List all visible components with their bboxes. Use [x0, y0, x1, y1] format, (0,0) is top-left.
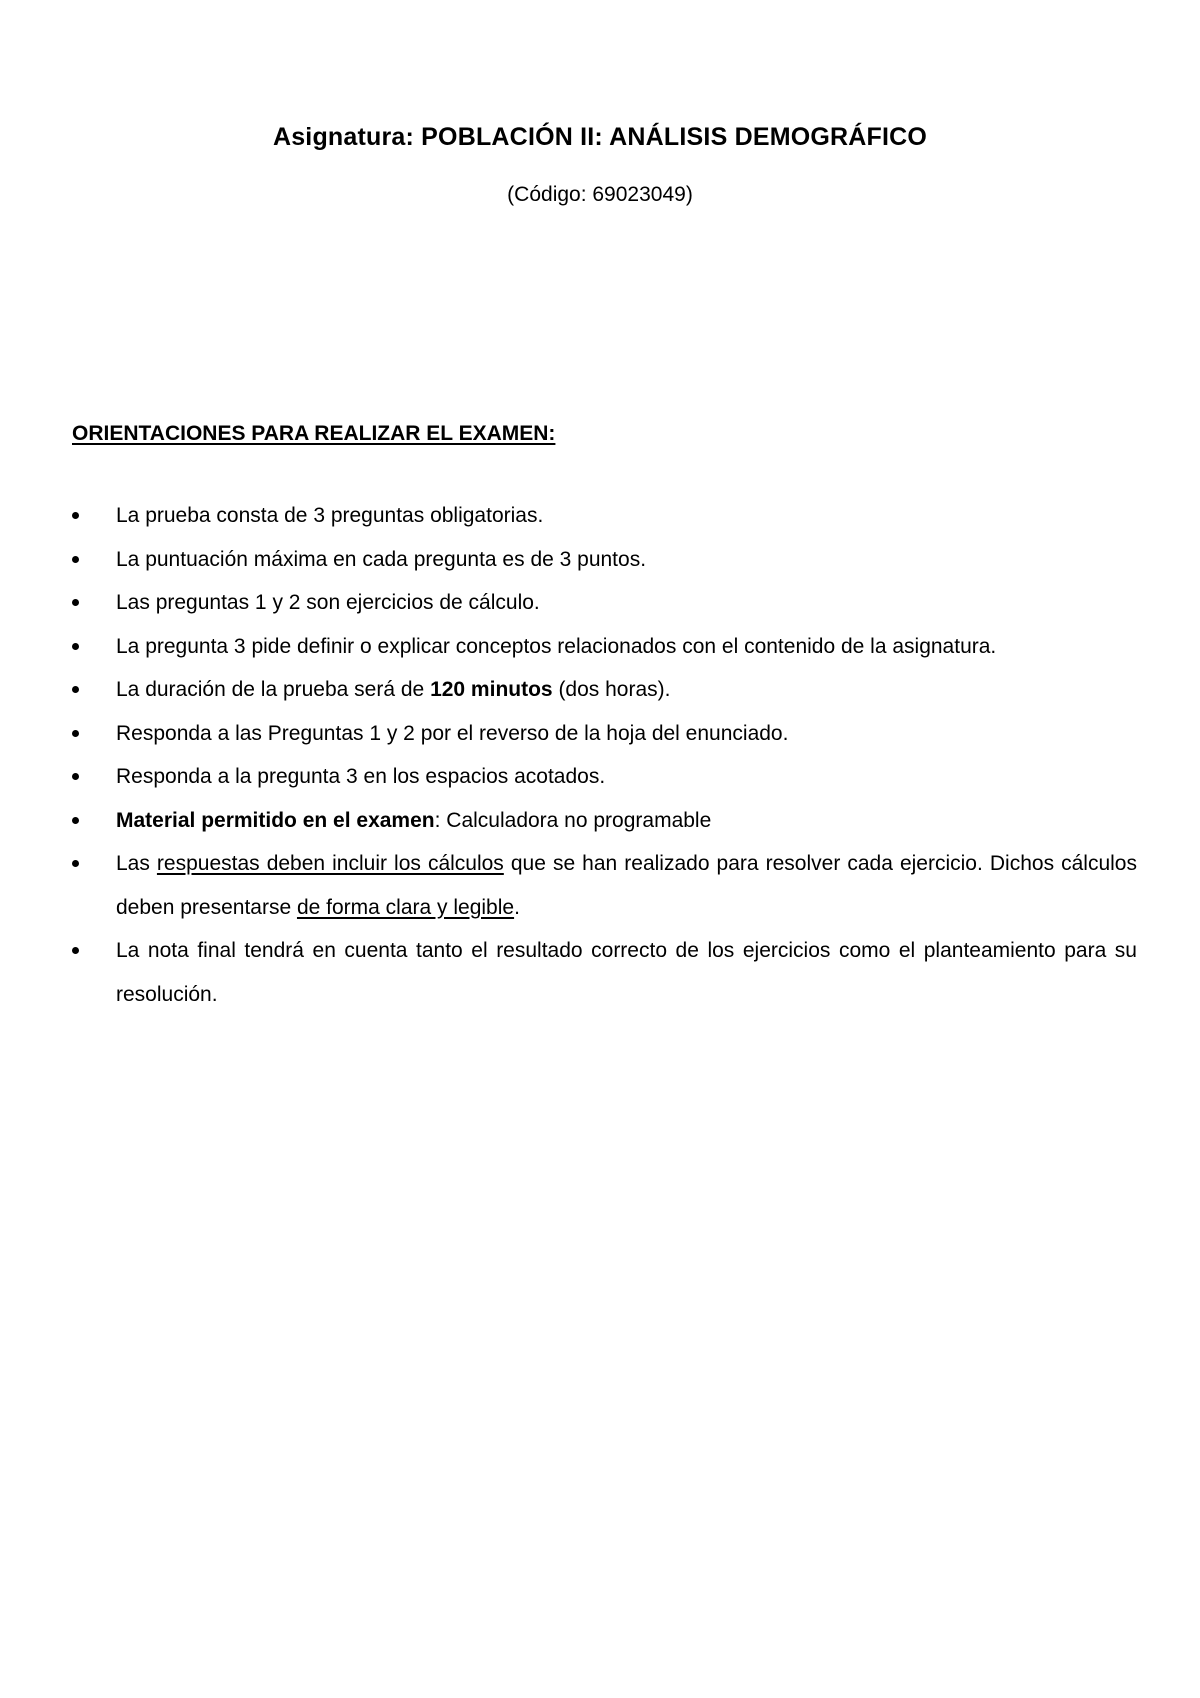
subject-title: Asignatura: POBLACIÓN II: ANÁLISIS DEMOGRÁFICO [272, 123, 928, 151]
list-item-text: La nota final tendrá en cuenta tanto el resultado correcto de los ejercicios como el planteamiento para su resolución. [116, 939, 1137, 1006]
bullet-icon [72, 556, 79, 563]
list-item-text [116, 842, 1137, 929]
answers-text-end: . [514, 895, 520, 919]
duration-text-start: La duración de la prueba será de [116, 678, 431, 701]
list-item-text: La puntuación máxima en cada pregunta es de 3 puntos. [116, 547, 647, 571]
bullet-icon [72, 512, 79, 519]
list-item-text: Las preguntas 1 y 2 son ejercicios de cálculo. [116, 591, 540, 614]
list-item-text [116, 799, 1137, 843]
bullet-icon [72, 773, 79, 780]
bullet-icon [72, 860, 79, 867]
duration-value: 120 minutos [430, 678, 553, 701]
list-item-text: La prueba consta de 3 preguntas obligatorias. [116, 504, 544, 527]
bullet-icon [72, 599, 79, 606]
duration-text-end: (dos horas). [552, 678, 671, 701]
legibility-emphasis: de forma clara y legible [296, 895, 515, 919]
answers-emphasis: respuestas deben incluir los cálculos [156, 852, 504, 875]
list-item [72, 581, 1137, 625]
bullet-icon [72, 686, 79, 693]
list-item [72, 494, 1137, 538]
answers-text-middle: que se han realizado para resolver cada ejercicio. Dichos cálculos deben presentarse [116, 852, 1137, 919]
list-item [72, 712, 1137, 756]
list-item-text: La pregunta 3 pide definir o explicar conceptos relacionados con el contenido de la asignatura. [116, 634, 997, 658]
list-item-text: Responda a las Preguntas 1 y 2 por el reverso de la hoja del enunciado. [116, 721, 789, 745]
list-item-text: Responda a la pregunta 3 en los espacios acotados. [116, 765, 606, 788]
list-item [72, 755, 1137, 799]
instructions-heading: ORIENTACIONES PARA REALIZAR EL EXAMEN: [72, 422, 556, 445]
list-item [72, 842, 1137, 929]
bullet-icon [72, 817, 79, 824]
bullet-icon [72, 947, 79, 954]
list-item [72, 625, 1137, 669]
list-item [72, 799, 1137, 843]
bullet-icon [72, 643, 79, 650]
list-item [72, 929, 1137, 1016]
material-label: Material permitido en el examen [116, 808, 435, 832]
material-value: : Calculadora no programable [434, 808, 712, 832]
subject-code: (Código: 69023049) [507, 183, 693, 206]
bullet-icon [72, 730, 79, 737]
list-item [72, 538, 1137, 582]
list-item [72, 668, 1137, 712]
answers-text-start: Las [116, 852, 157, 875]
list-item-text [116, 668, 1137, 712]
instructions-list [72, 494, 1137, 1016]
